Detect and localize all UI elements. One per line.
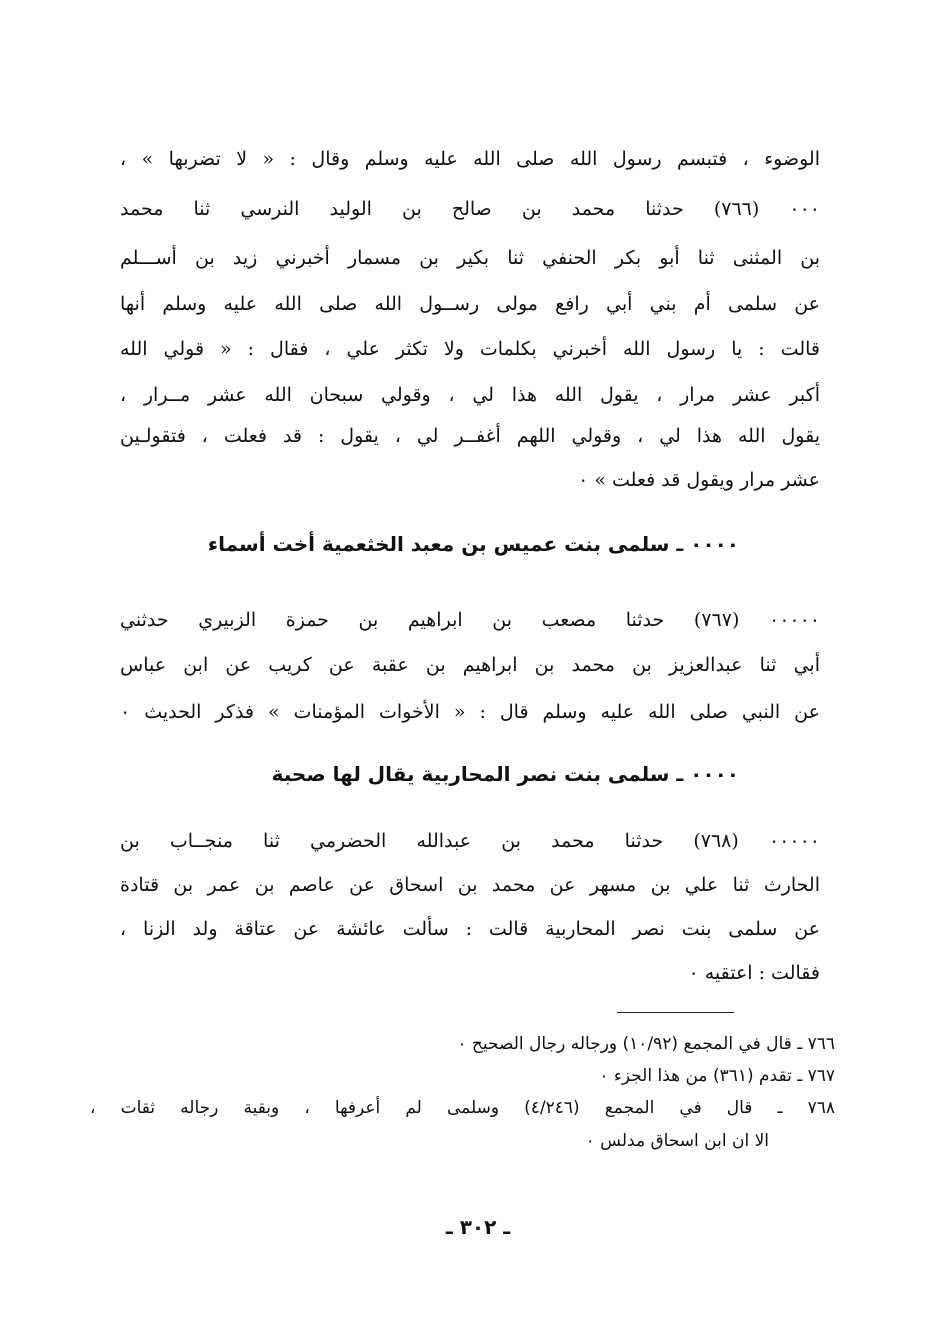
section-2-line-2: الحارث ثنا علي بن مسهر عن محمد بن اسحاق عن عاصم بن عمر بن قتادة [120, 874, 820, 896]
body-line-1: الوضوء ، فتبسم رسول الله صلى الله عليه وسلم وقال : « لا تضربها » ، [120, 148, 820, 170]
section-2-line-1: ٠٠٠٠٠ (٧٦٨) حدثنا محمد بن عبدالله الحضرمي ثنا منجــاب بن [120, 830, 820, 852]
footnote-768-continuation: الا ان ابن اسحاق مدلس ٠ [585, 1131, 769, 1151]
body-line-6: أكبر عشر مرار ، يقول الله هذا لي ، وقولي سبحان الله عشر مــرار ، [120, 384, 820, 406]
section-1-line-3: عن النبي صلى الله عليه وسلم قال : « الأخوات المؤمنات » فذكر الحديث ٠ [120, 701, 820, 723]
footnote-separator [617, 1012, 734, 1013]
body-line-5: قالت : يا رسول الله أخبرني بكلمات ولا تكثر علي ، فقال : « قولي الله [120, 338, 820, 360]
footnote-766: ٧٦٦ ـ قال في المجمع (١٠/٩٢) ورجاله رجال الصحيح ٠ [457, 1034, 835, 1054]
body-line-2: ٠٠٠ (٧٦٦) حدثنا محمد بن صالح بن الوليد النرسي ثنا محمد [120, 198, 820, 220]
footnote-767: ٧٦٧ ـ تقدم (٣٦١) من هذا الجزء ٠ [599, 1066, 835, 1086]
footnote-768: ٧٦٨ ـ قال في المجمع (٤/٢٤٦) وسلمى لم أعرفها ، وبقية رجاله ثقات ، [90, 1098, 835, 1118]
section-1-line-2: أبي ثنا عبدالعزيز بن محمد بن ابراهيم بن عقبة عن كريب عن ابن عباس [120, 654, 820, 676]
section-2-line-4: فقالت : اعتقيه ٠ [688, 962, 820, 984]
body-line-8: عشر مرار ويقول قد فعلت » ٠ [578, 469, 820, 491]
body-line-3: بن المثنى ثنا أبو بكر الحنفي ثنا بكير بن مسمار أخبرني زيد بن أســـلم [120, 247, 820, 269]
section-heading-salma-bint-umais: ٠٠٠٠ ـ سلمى بنت عميس بن معبد الخثعمية أخت أسماء [207, 532, 739, 556]
section-heading-salma-bint-nasr: ٠٠٠٠ ـ سلمى بنت نصر المحاربية يقال لها صحبة [271, 762, 739, 786]
body-line-4: عن سلمى أم بني أبي رافع مولى رســول الله صلى الله عليه وسلم أنها [120, 293, 820, 315]
section-2-line-3: عن سلمى بنت نصر المحاربية قالت : سألت عائشة عن عتاقة ولد الزنا ، [120, 918, 820, 940]
page-number: ـ ٣٠٢ ـ [445, 1215, 511, 1239]
body-line-7: يقول الله هذا لي ، وقولي اللهم أغفــر لي ، يقول : قد فعلت ، فتقولـين [120, 425, 820, 447]
section-1-line-1: ٠٠٠٠٠ (٧٦٧) حدثنا مصعب بن ابراهيم بن حمزة الزبيري حدثني [120, 609, 820, 631]
